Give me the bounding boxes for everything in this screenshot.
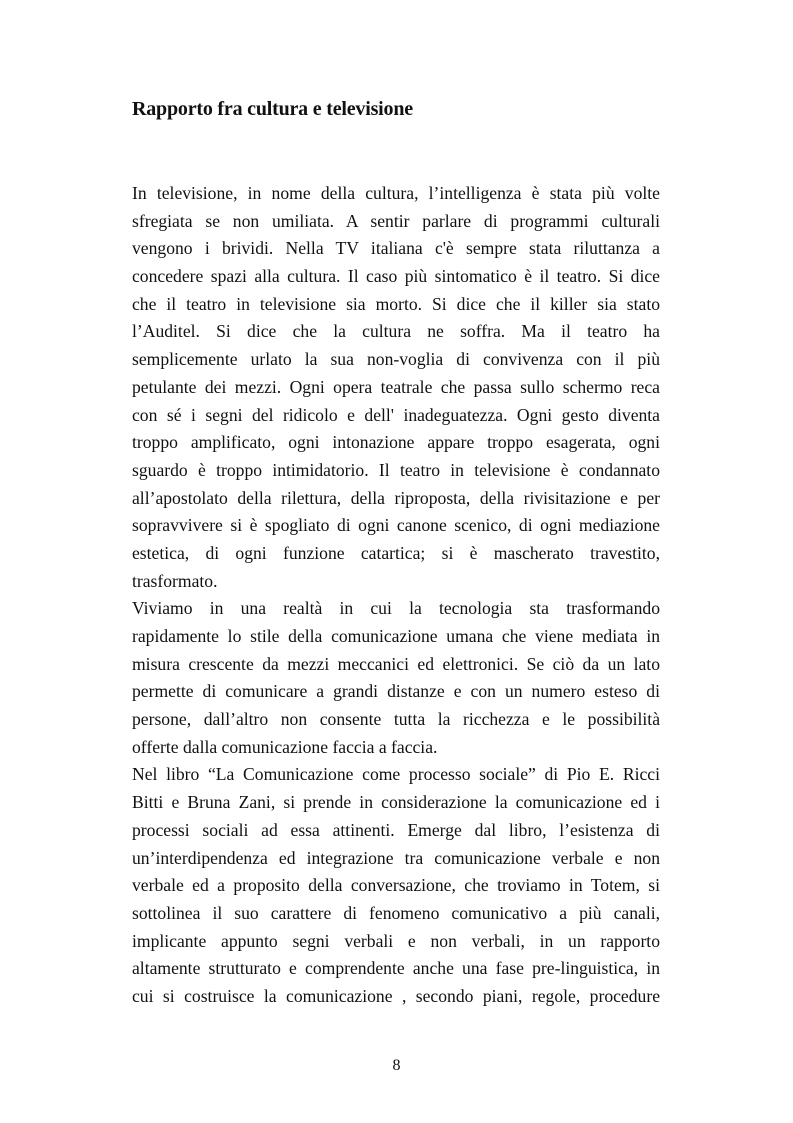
text-line: che il teatro in televisione sia morto. Si dice che il killer sia stato	[132, 293, 660, 314]
text-line: offerte dalla comunicazione faccia a faccia.	[132, 736, 438, 757]
text-line: vengono i brividi. Nella TV italiana c'è sempre stata riluttanza a	[132, 238, 660, 259]
text-line: In televisione, in nome della cultura, l’intelligenza è stata più volte	[132, 183, 660, 203]
text-line: Viviamo in una realtà in cui la tecnologia sta trasformando	[132, 598, 660, 619]
text-line: con sé i segni del ridicolo e dell' inadeguatezza. Ogni gesto diventa	[132, 404, 660, 425]
text-line: implicante appunto segni verbali e non verbali, in un rapporto	[132, 930, 660, 951]
text-line: all’apostolato della rilettura, della riproposta, della rivisitazione e per	[132, 487, 660, 508]
page-title: Rapporto fra cultura e televisione	[132, 98, 413, 120]
text-line: permette di comunicare a grandi distanze e con un numero esteso di	[132, 681, 660, 702]
text-line: sfregiata se non umiliata. A sentir parlare di programmi culturali	[132, 210, 660, 231]
text-line: estetica, di ogni funzione catartica; si è mascherato travestito,	[132, 542, 660, 563]
text-line: semplicemente urlato la sua non-voglia di convivenza con il più	[132, 349, 660, 370]
text-line: sopravvivere si è spogliato di ogni canone scenico, di ogni mediazione	[132, 515, 660, 536]
text-line: Nel libro “La Comunicazione come processo sociale” di Pio E. Ricci	[132, 764, 660, 785]
page-number: 8	[392, 1057, 401, 1074]
text-line: un’interdipendenza ed integrazione tra comunicazione verbale e non	[132, 847, 660, 868]
text-line: persone, dall’altro non consente tutta la ricchezza e le possibilità	[132, 709, 660, 730]
text-line: rapidamente lo stile della comunicazione umana che viene mediata in	[132, 626, 660, 646]
text-line: petulante dei mezzi. Ogni opera teatrale che passa sullo schermo reca	[132, 376, 660, 397]
text-line: trasformato.	[132, 570, 218, 591]
text-line: verbale ed a proposito della conversazione, che troviamo in Totem, si	[132, 875, 660, 896]
text-line: processi sociali ad essa attinenti. Emerge dal libro, l’esistenza di	[132, 819, 660, 840]
body-text	[132, 180, 660, 1011]
text-line: sottolinea il suo carattere di fenomeno comunicativo a più canali,	[132, 902, 660, 923]
text-line: concedere spazi alla cultura. Il caso più sintomatico è il teatro. Si dice	[132, 266, 660, 287]
text-line: l’Auditel. Si dice che la cultura ne soffra. Ma il teatro ha	[132, 321, 660, 342]
text-line: misura crescente da mezzi meccanici ed elettronici. Se ciò da un lato	[132, 653, 660, 674]
text-line: troppo amplificato, ogni intonazione appare troppo esagerata, ogni	[132, 432, 660, 453]
text-line: altamente strutturato e comprendente anche una fase pre-linguistica, in	[132, 958, 660, 979]
text-line: sguardo è troppo intimidatorio. Il teatro in televisione è condannato	[132, 459, 660, 480]
text-line: Bitti e Bruna Zani, si prende in considerazione la comunicazione ed i	[132, 792, 660, 813]
text-line: cui si costruisce la comunicazione , secondo piani, regole, procedure	[132, 985, 660, 1006]
